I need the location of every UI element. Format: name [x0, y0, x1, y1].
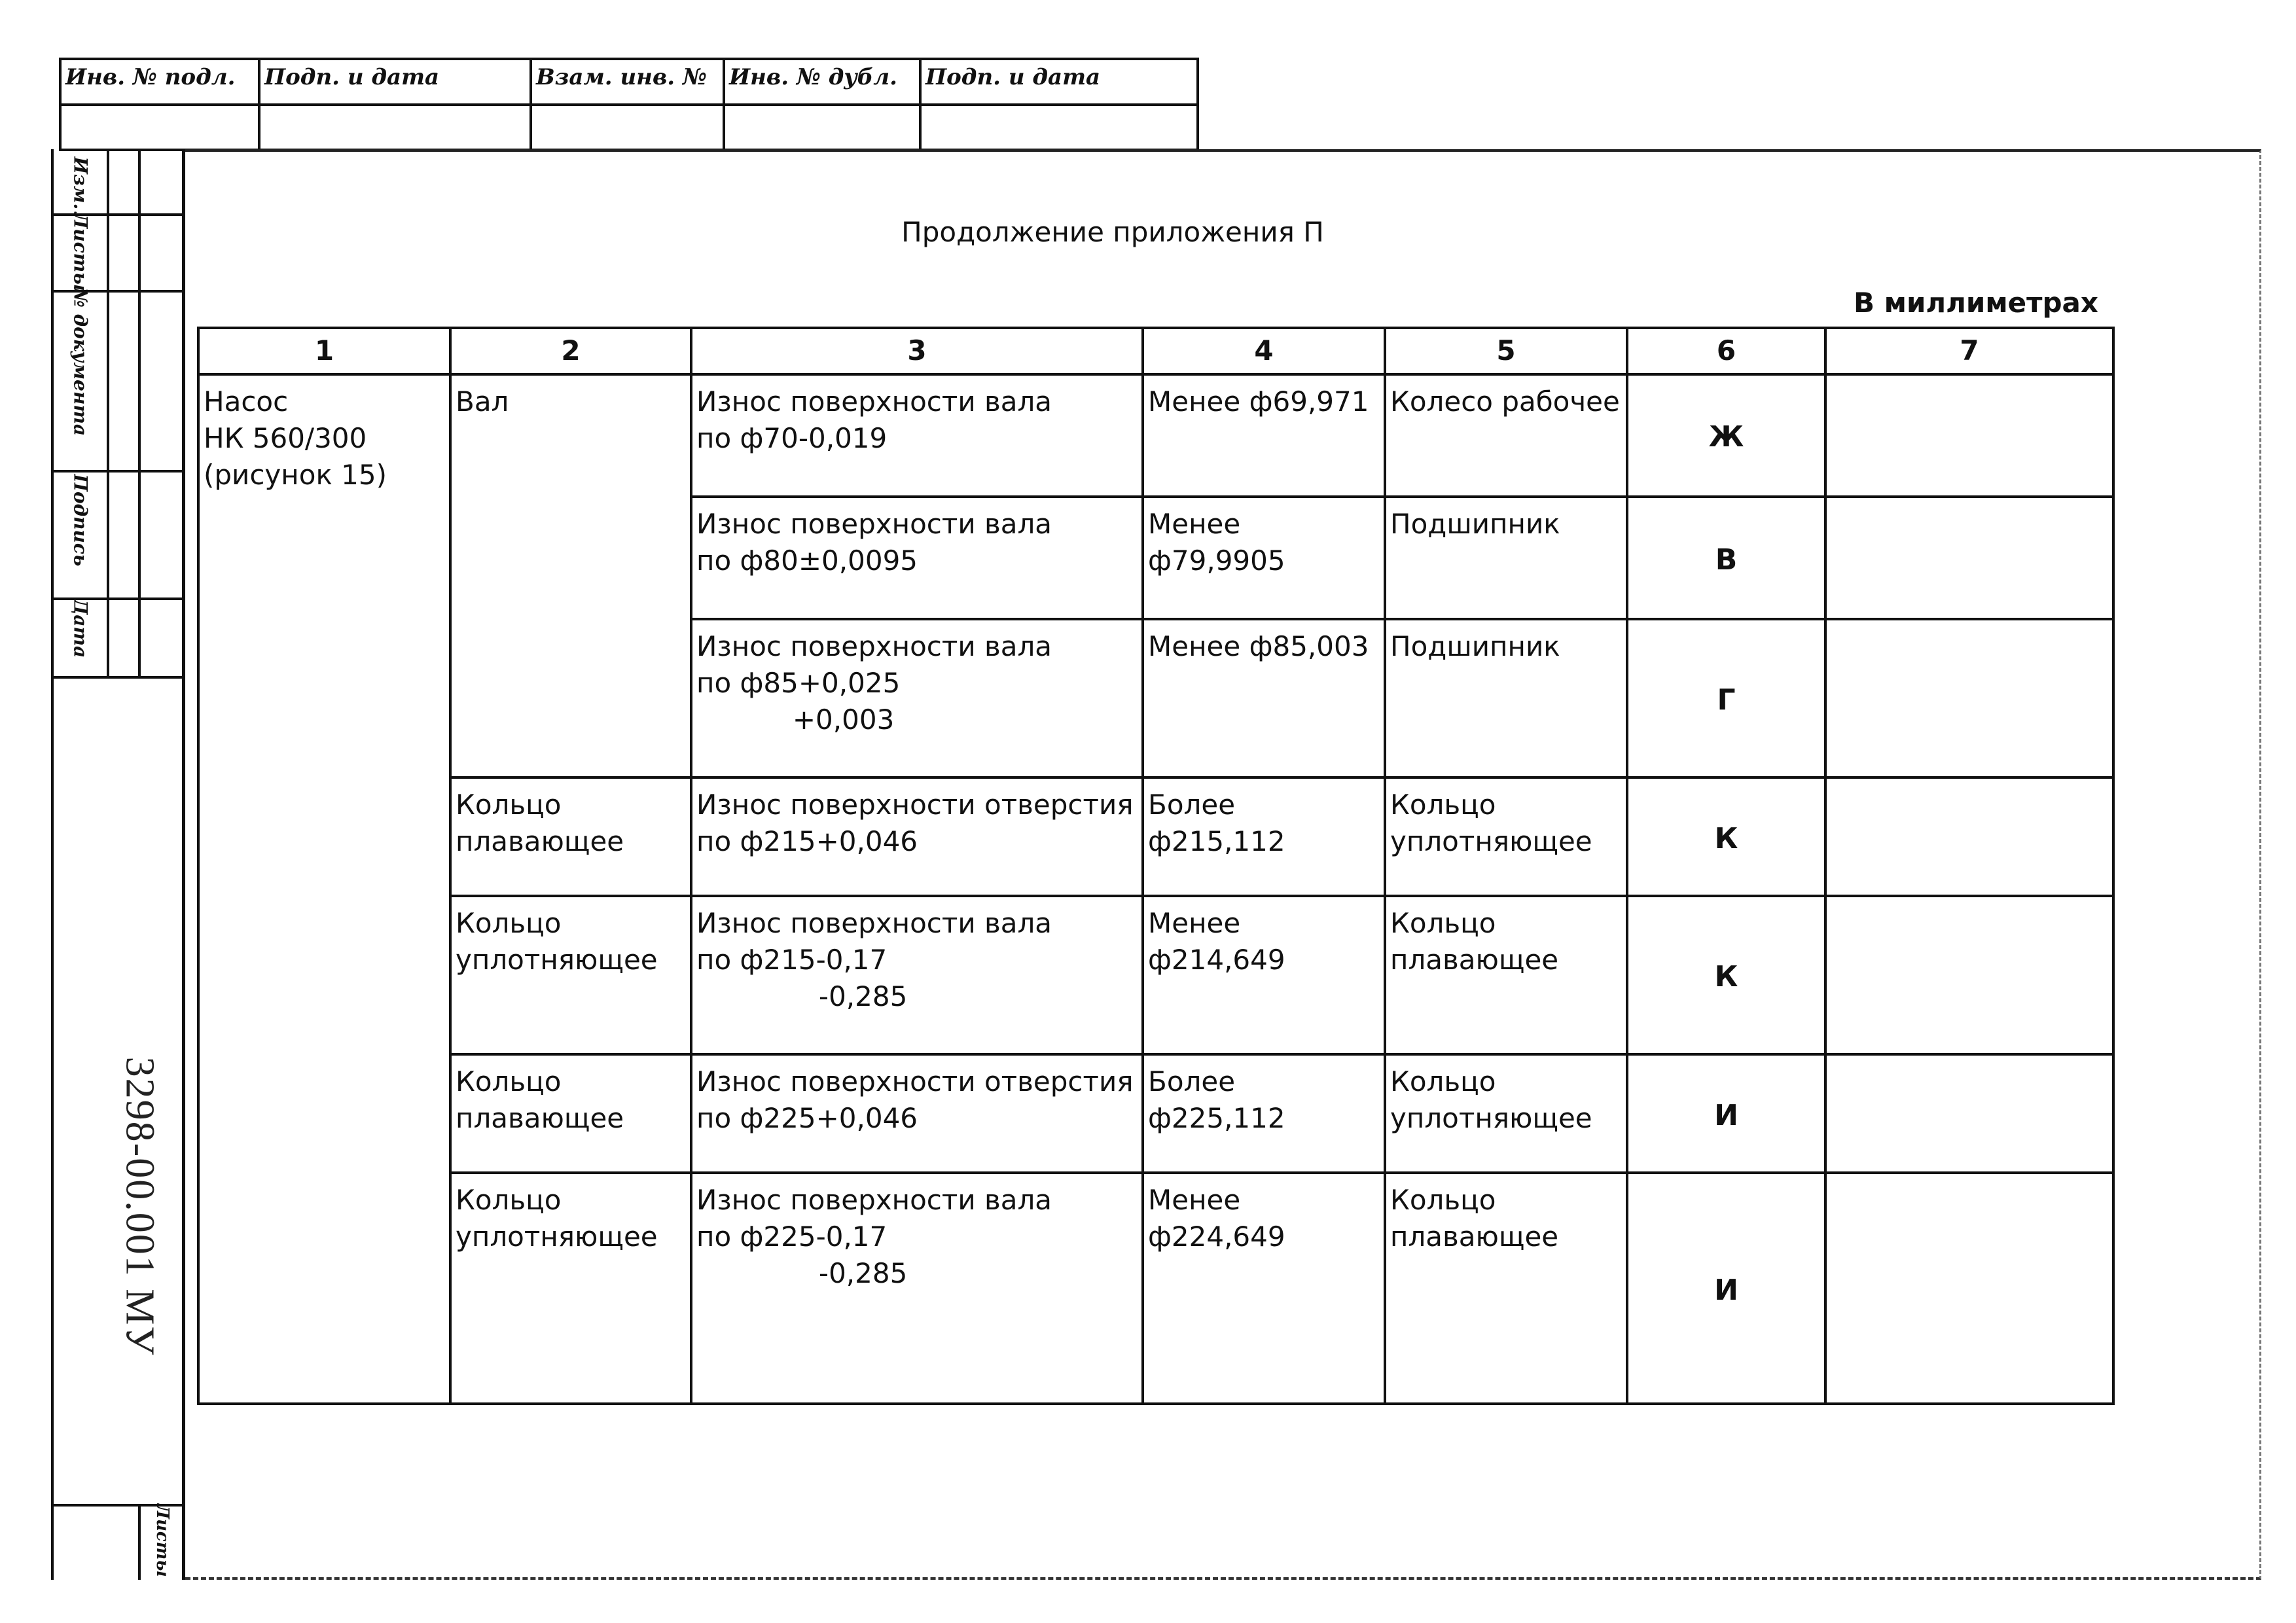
defect-cell: Износ поверхности вала по ф70-0,019 [691, 374, 1143, 497]
stamp-label-podp-data-2: Подп. и дата [925, 64, 1101, 90]
stamp-label-inv-podl: Инв. № подл. [65, 64, 236, 90]
equipment-cell: Насос НК 560/300 (рисунок 15) [198, 374, 450, 1404]
defect-cell: Износ поверхности отверстия по ф215+0,046 [691, 777, 1143, 896]
part-cell: Вал [450, 374, 691, 777]
code-cell: И [1627, 1173, 1825, 1404]
note-cell [1825, 619, 2113, 777]
document-code: 3298-00.001 МУ [117, 1056, 162, 1357]
column-header: 7 [1825, 328, 2113, 374]
part-cell: Кольцо плавающее [450, 1054, 691, 1173]
sidebar-label-podpis: Подпись [69, 474, 92, 567]
table-row [198, 777, 2113, 896]
defect-cell: Износ поверхности вала по ф85+0,025 +0,003 [691, 619, 1143, 777]
mating-part-cell: Подшипник [1385, 497, 1627, 619]
code-cell: В [1627, 497, 1825, 619]
column-header: 6 [1627, 328, 1825, 374]
defect-cell: Износ поверхности вала по ф215-0,17 -0,285 [691, 896, 1143, 1054]
column-header: 3 [691, 328, 1143, 374]
page-title: Продолжение приложения П [901, 216, 1324, 248]
sidebar-label-listy: Листы [69, 212, 92, 291]
mating-part-cell: Кольцо плавающее [1385, 1173, 1627, 1404]
table-row [198, 374, 2113, 497]
table-row [198, 1054, 2113, 1173]
units-note: В миллиметрах [1853, 287, 2098, 319]
limit-cell: Менее ф214,649 [1143, 896, 1385, 1054]
defect-cell: Износ поверхности отверстия по ф225+0,046 [691, 1054, 1143, 1173]
sidebar-label-izm: Изм. [69, 156, 92, 210]
note-cell [1825, 896, 2113, 1054]
column-header: 1 [198, 328, 450, 374]
revision-sidebar [51, 149, 185, 1580]
defect-cell: Износ поверхности вала по ф225-0,17 -0,285 [691, 1173, 1143, 1404]
mating-part-cell: Подшипник [1385, 619, 1627, 777]
stamp-label-inv-dubl: Инв. № дубл. [729, 64, 897, 90]
limit-cell: Менее ф85,003 [1143, 619, 1385, 777]
note-cell [1825, 1173, 2113, 1404]
code-cell: Г [1627, 619, 1825, 777]
code-cell: И [1627, 1054, 1825, 1173]
code-cell: К [1627, 777, 1825, 896]
note-cell [1825, 1054, 2113, 1173]
table-header-row [198, 328, 2113, 374]
mating-part-cell: Кольцо уплотняющее [1385, 777, 1627, 896]
column-header: 5 [1385, 328, 1627, 374]
column-header: 4 [1143, 328, 1385, 374]
mating-part-cell: Кольцо плавающее [1385, 896, 1627, 1054]
note-cell [1825, 497, 2113, 619]
note-cell [1825, 777, 2113, 896]
part-cell: Кольцо уплотняющее [450, 1173, 691, 1404]
limit-cell: Более ф225,112 [1143, 1054, 1385, 1173]
limit-cell: Менее ф69,971 [1143, 374, 1385, 497]
table-row [198, 896, 2113, 1054]
mating-part-cell: Кольцо уплотняющее [1385, 1054, 1627, 1173]
table-row [198, 1173, 2113, 1404]
code-cell: Ж [1627, 374, 1825, 497]
defects-table [197, 327, 2115, 1405]
stamp-label-vzam-inv: Взам. инв. № [536, 64, 707, 90]
defect-cell: Износ поверхности вала по ф80±0,0095 [691, 497, 1143, 619]
part-cell: Кольцо плавающее [450, 777, 691, 896]
part-cell: Кольцо уплотняющее [450, 896, 691, 1054]
limit-cell: Менее ф224,649 [1143, 1173, 1385, 1404]
sidebar-sheet-label: Листы [152, 1504, 172, 1577]
sidebar-label-data: Дата [69, 598, 92, 658]
approval-stamp [59, 58, 1199, 151]
code-cell: К [1627, 896, 1825, 1054]
limit-cell: Менее ф79,9905 [1143, 497, 1385, 619]
limit-cell: Более ф215,112 [1143, 777, 1385, 896]
column-header: 2 [450, 328, 691, 374]
note-cell [1825, 374, 2113, 497]
stamp-label-podp-data: Подп. и дата [264, 64, 440, 90]
sidebar-label-document: № документа [69, 287, 92, 437]
mating-part-cell: Колесо рабочее [1385, 374, 1627, 497]
